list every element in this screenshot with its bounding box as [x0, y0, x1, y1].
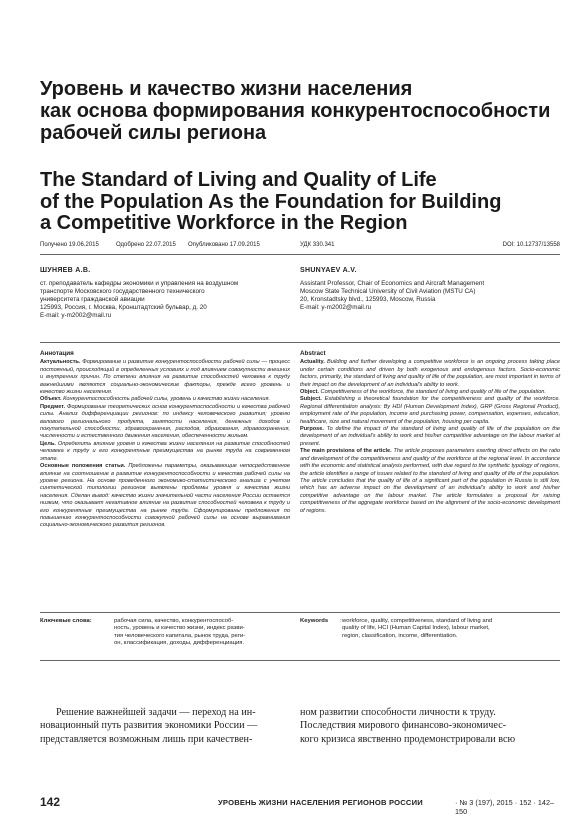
body-column-right: [300, 706, 560, 746]
label: Actuality.: [300, 359, 325, 366]
keyword-line: ность, уровень и качество жизни, индекс разви-: [114, 625, 245, 632]
keywords-text-ru: [114, 618, 290, 647]
paragraph-text: The article proposes parameters exerting direct effects on the ratio and development of the competitiveness and quality of the workforce at the regional level. In accordance with the economic and statistical analysis performed, with due regard to the synthetic typology of regions, the article identifies a range of issues related to the standard of living and quality of life of the population. The article concludes that the quality of life of a significant part of the population in Russia is still low, which has an adverse impact on the development of an individual's ability to work and his/her competitive advantage on the labour market. The article formulates a proposal for raising competitiveness of the aggregate workforce based on the alignment of the socio-economic development of regions.: [300, 448, 560, 514]
approved-date: Одобрено 22.07.2015: [116, 242, 176, 248]
article-title-en: [40, 170, 560, 235]
affiliation-line: Assistant Professor, Chair of Economics and Aircraft Management: [300, 280, 485, 288]
paragraph-text: Определить влияние уровня и качества жизни населения на развитие способностей человека к труду и его конкурентные преимущества на рынке труда на современном этапе.: [40, 440, 291, 462]
keywords-label-ru: Ключевые слова:: [40, 618, 92, 624]
label: Subject.: [300, 396, 322, 403]
paragraph-text: Building and further developing a competitive workforce is an ongoing process taking place under certain conditions and driven by both exogenous and endogenous factors. Socio-economic factors, primarily, the standard of living and quality of life of the population, are most important in terms of their impact on the development of an individual's ability to work.: [300, 359, 560, 388]
title-line: рабочей силы региона: [40, 122, 267, 144]
page-footer: [40, 795, 560, 816]
abstract-paragraph: [300, 359, 560, 389]
address-line: 20, Kronstadtsky blvd., 125993, Moscow, Russia: [300, 296, 436, 304]
abstract-paragraph: [300, 396, 560, 426]
keyword-line: quality of life, HCI (Human Capital Index), labour market,: [342, 625, 490, 632]
keywords-colon: :: [340, 618, 342, 624]
abstract-paragraph: [40, 404, 290, 441]
keyword-line: workforce, quality, competitiveness, standard of living and: [342, 618, 493, 624]
title-line: The Standard of Living and Quality of Life: [40, 169, 437, 191]
udk-code: УДК 330.341: [300, 242, 335, 248]
paragraph-text: To define the impact of the standard of living and quality of life of the population on the development of an individual's ability to work and his/her competitive advantage on the labour market at present.: [300, 426, 560, 447]
body-line: новационный путь развития экономики России —: [40, 720, 258, 732]
received-date: Получено 19.06.2015: [40, 242, 99, 248]
paragraph-text: Establishing a theoretical foundation for the competitiveness and quality of the workforce. Regional differentiation analysis: By HDI (Human Development Index), GRP (Gross Regional Product), employment rate of the population, income and purchasing power, compensation, expenses, education, healthcare, size and natural movement of the population, housing per capita.: [300, 396, 560, 425]
abstract-heading-en: Abstract: [300, 350, 326, 357]
keywords-text-en: [342, 618, 560, 640]
label: Актуальность.: [40, 359, 81, 366]
page-number: 142: [40, 795, 61, 809]
keywords-label-en: Keywords: [300, 618, 329, 624]
abstract-paragraph: [40, 359, 290, 396]
author-block-en: [300, 267, 560, 312]
paragraph-text: Конкурентоспособность рабочей силы, уровень и качество жизни населения.: [63, 396, 271, 403]
divider: [40, 660, 560, 661]
article-title-ru: [40, 78, 560, 144]
label: Предмет.: [40, 403, 66, 410]
author-block-ru: [40, 267, 290, 321]
label: The main provisions of the article.: [300, 448, 392, 455]
affiliation-line: университета гражданской авиации: [40, 296, 145, 304]
publication-meta: [40, 242, 560, 252]
keyword-line: region, classification, income, differentiation.: [342, 632, 458, 639]
divider: [40, 612, 560, 613]
email-en[interactable]: E-mail: y-m2002@mail.ru: [300, 304, 372, 312]
body-line: ном развитии способности личности к труду.: [300, 707, 496, 718]
title-line: Уровень и качество жизни населения: [40, 78, 413, 100]
title-line: как основа формирования конкурентоспособности: [40, 100, 551, 122]
body-line: Решение важнейшей задачи — переход на ин-: [56, 707, 256, 718]
title-line: of the Population As the Foundation for Building: [40, 190, 502, 213]
author-name-ru: ШУНЯЕВ А.В.: [40, 267, 91, 274]
paragraph-text: Предложены параметры, оказывающие непосредственное влияние на соотношение в развитие конкурентоспособности и качества рабочей силы на уровне региона. На основе проведенного экономико-статистического анализа с учетом синтетической типологии регионов выявлены проблемы уровня и качества жизни населения. Сделан вывод: качество жизни значительной части населения России остается низким, что оказывает негативное влияние на развитие способностей человека к труду и его конкурентные преимущества на рынке труда. Сформулированы предложения по повышению конкурентоспособности совокупной рабочей силы на основе выравнивания социально-экономического развития регионов.: [40, 463, 290, 529]
paragraph-text: Формирование и развитие конкурентоспособности рабочей силы — процесс постоянный, происходящий в определенных условиях и под влиянием совокупности внешних и внутренних причин. По степени влияния на развитие способностей человека к труду важнейшими являются социально-экономические факторы, прежде всего уровень и качество жизни населения.: [40, 359, 290, 396]
affiliation-line: Moscow State Technical University of Civil Aviation (MSTU CA): [300, 288, 476, 296]
title-line: a Competitive Workforce in the Region: [40, 212, 408, 234]
affiliation-line: транспорте Московского государственного технического: [40, 288, 205, 296]
address-line: 125993, Россия, г. Москва, Кронштадтский бульвар, д. 20: [40, 304, 207, 312]
affiliation-line: ст. преподаватель кафедры экономики и управления на воздушном: [40, 280, 239, 288]
label: Цель.: [40, 440, 56, 447]
abstract-paragraph: [300, 448, 560, 515]
keyword-line: он, классификация, доходы, дифференциация.: [114, 639, 245, 646]
paragraph-text: Формирование теоретических основ конкурентоспособности и качества рабочей силы. Анализ дифференциации регионов: по индексу человеческого развития; уровню валового регионального продукта, занятости населения, денежных доходов и покупательной способности, здравоохранения, расходов, образования, здравоохранения, численности и естественного движения населения, обеспеченности жильем.: [40, 403, 290, 440]
keyword-line: тия человеческого капитала, рынок труда, реги-: [114, 632, 246, 639]
abstract-en: [300, 350, 560, 515]
label: Основные положения статьи.: [40, 463, 126, 470]
keyword-line: рабочая сила, качество, конкурентоспособ-: [114, 618, 234, 624]
paragraph-text: Competitiveness of the workforce, the standard of living and quality of life of the population.: [320, 389, 546, 396]
abstract-paragraph: [40, 463, 290, 530]
abstract-ru: [40, 350, 290, 530]
abstract-paragraph: [300, 389, 560, 396]
divider: [40, 342, 560, 343]
label: Объект.: [40, 396, 62, 403]
body-line: кого кризиса явственно продемонстрировали всю: [300, 733, 516, 745]
author-name-en: SHUNYAEV A.V.: [300, 267, 357, 274]
body-line: представляется возможным лишь при качествен-: [40, 733, 253, 745]
published-date: Опубликовано 17.09.2015: [188, 242, 260, 248]
divider: [40, 254, 560, 255]
label: Purpose.: [300, 426, 324, 433]
body-line: Последствия мирового финансово-экономичес-: [300, 720, 507, 732]
label: Object.: [300, 389, 319, 396]
doi-link[interactable]: DOI: 10.12737/13558: [502, 242, 560, 248]
abstract-paragraph: [300, 426, 560, 448]
abstract-paragraph: [40, 396, 290, 403]
email-ru[interactable]: E-mail: y-m2002@mail.ru: [40, 312, 112, 320]
body-column-left: [40, 706, 290, 746]
issue-info: · № 3 (197), 2015 · 152 · 142–150: [455, 798, 555, 816]
abstract-paragraph: [40, 441, 290, 463]
journal-name: УРОВЕНЬ ЖИЗНИ НАСЕЛЕНИЯ РЕГИОНОВ РОССИИ: [218, 798, 423, 807]
abstract-heading-ru: Аннотация: [40, 350, 74, 357]
